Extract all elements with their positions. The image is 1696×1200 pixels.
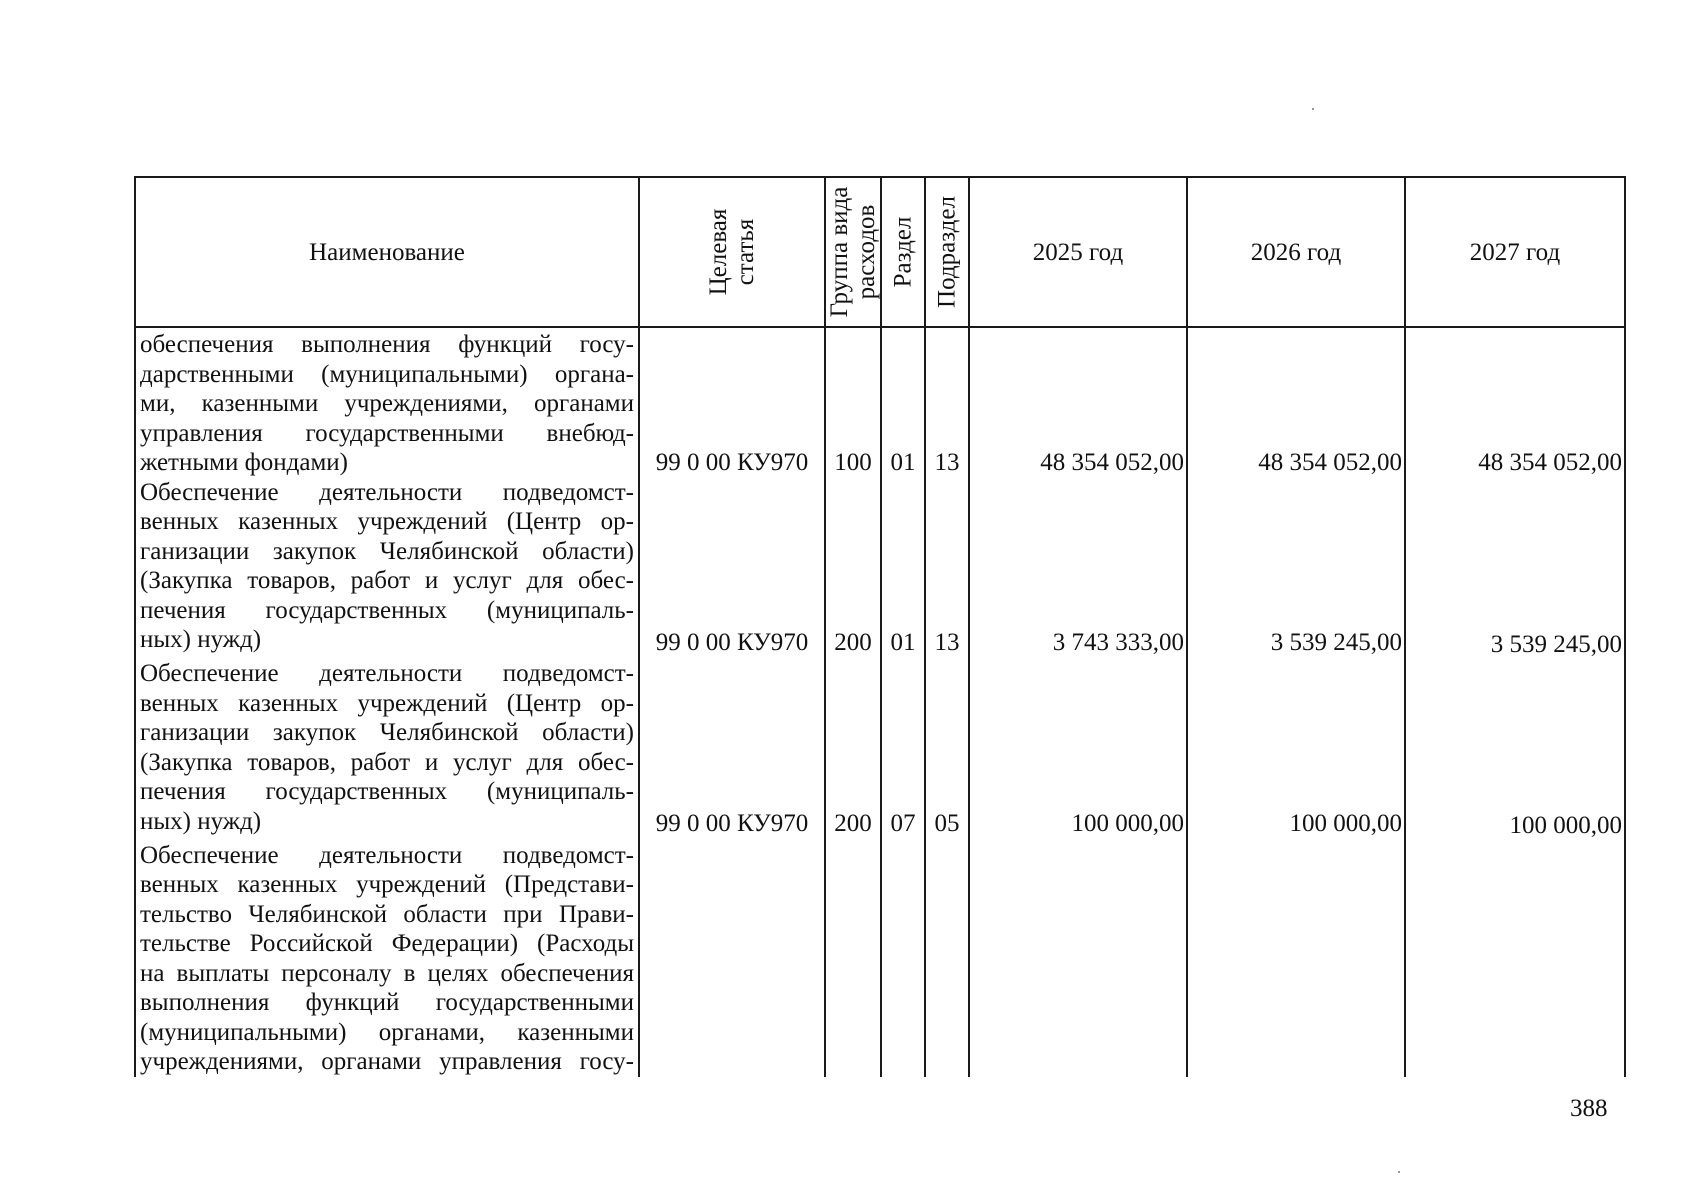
header-year-2026: 2026 год (1187, 177, 1405, 327)
page-number: 388 (1570, 1095, 1608, 1122)
amount-2025-cell: 100 000,00 (969, 659, 1187, 841)
section-cell (881, 841, 925, 1077)
name-line: (Закупка товаров, работ и услуг для обес- (140, 567, 634, 594)
amount-2026-cell: 100 000,00 (1187, 659, 1405, 841)
name-line: (муниципальными) органами, казенными (140, 1018, 634, 1046)
name-line: венных казенных учреждений (Представи- (140, 871, 634, 898)
target-article-cell: 99 0 00 КУ970 (639, 659, 825, 841)
subsection-cell (925, 841, 969, 1077)
amount-2025-cell: 48 354 052,00 (969, 327, 1187, 478)
name-line: тельство Челябинской области при Прави- (140, 900, 634, 928)
section-cell: 07 (881, 659, 925, 841)
amount-2027-cell: 48 354 052,00 (1405, 327, 1625, 478)
amount-2027-cell: 100 000,00 (1405, 659, 1625, 841)
header-year-2025: 2025 год (969, 177, 1187, 327)
header-target-article (639, 177, 825, 327)
name-line: учреждениями, органами управления госу- (140, 1048, 634, 1075)
header-expense-group-line1: Группа вида (826, 186, 853, 318)
budget-table (134, 176, 1626, 1077)
target-article-cell: 99 0 00 КУ970 (639, 327, 825, 478)
header-year-2027: 2027 год (1405, 177, 1625, 327)
header-section: Раздел (881, 177, 925, 327)
header-name: Наименование (135, 177, 639, 327)
amount-2027-cell: 3 539 245,00 (1405, 478, 1625, 660)
header-target-article-line2: статья (732, 218, 759, 286)
expense-group-cell: 200 (825, 659, 881, 841)
header-target-article-line1: Целевая (705, 208, 732, 296)
section-cell: 01 (881, 327, 925, 478)
name-line: ганизации закупок Челябинской области) (140, 719, 634, 746)
subsection-cell: 05 (925, 659, 969, 841)
subsection-cell: 13 (925, 478, 969, 660)
amount-2027-cell (1405, 841, 1625, 1077)
expense-group-cell (825, 841, 881, 1077)
scan-speck (1312, 108, 1314, 110)
row-name-cell (135, 841, 639, 1077)
name-line: (Закупка товаров, работ и услуг для обес- (140, 748, 634, 776)
table-header-row (135, 177, 1625, 327)
scan-speck (1398, 1171, 1400, 1173)
name-line: управления государственными внебюд- (140, 419, 634, 447)
row-name-cell (135, 478, 639, 660)
amount-2026-cell: 3 539 245,00 (1187, 478, 1405, 660)
name-line: Обеспечение деятельности подведомст- (140, 841, 634, 869)
table-row (135, 659, 1625, 841)
name-line: Обеспечение деятельности подведомст- (140, 478, 634, 506)
name-line: печения государственных (муниципаль- (140, 596, 634, 624)
name-line: выполнения функций государственными (140, 989, 634, 1016)
name-line: Обеспечение деятельности подведомст- (140, 660, 634, 687)
name-line: обеспечения выполнения функций госу- (140, 331, 634, 358)
amount-2025-cell: 3 743 333,00 (969, 478, 1187, 660)
header-expense-group (825, 177, 881, 327)
row-name-cell (135, 659, 639, 841)
name-line: ных) нужд) (140, 807, 262, 835)
name-line: ных) нужд) (140, 626, 262, 653)
table-row (135, 841, 1625, 1077)
name-line: тельстве Российской Федерации) (Расходы (140, 930, 634, 957)
name-line: венных казенных учреждений (Центр ор- (140, 508, 634, 535)
name-line: дарственными (муниципальными) органа- (140, 360, 634, 388)
name-line: жетными фондами) (140, 449, 349, 476)
row-name-cell (135, 327, 639, 478)
expense-group-cell: 100 (825, 327, 881, 478)
name-line: ганизации закупок Челябинской области) (140, 537, 634, 565)
header-expense-group-line2: расходов (853, 204, 880, 300)
amount-2026-cell (1187, 841, 1405, 1077)
name-line: на выплаты персоналу в целях обеспечения (140, 959, 634, 987)
name-line: печения государственных (муниципаль- (140, 778, 634, 805)
amount-2026-cell: 48 354 052,00 (1187, 327, 1405, 478)
table-row (135, 478, 1625, 660)
expense-group-cell: 200 (825, 478, 881, 660)
amount-2025-cell (969, 841, 1187, 1077)
name-line: ми, казенными учреждениями, органами (140, 390, 634, 417)
table-row (135, 327, 1625, 478)
section-cell: 01 (881, 478, 925, 660)
target-article-cell: 99 0 00 КУ970 (639, 478, 825, 660)
target-article-cell (639, 841, 825, 1077)
header-subsection: Подраздел (925, 177, 969, 327)
name-line: венных казенных учреждений (Центр ор- (140, 689, 634, 717)
subsection-cell: 13 (925, 327, 969, 478)
